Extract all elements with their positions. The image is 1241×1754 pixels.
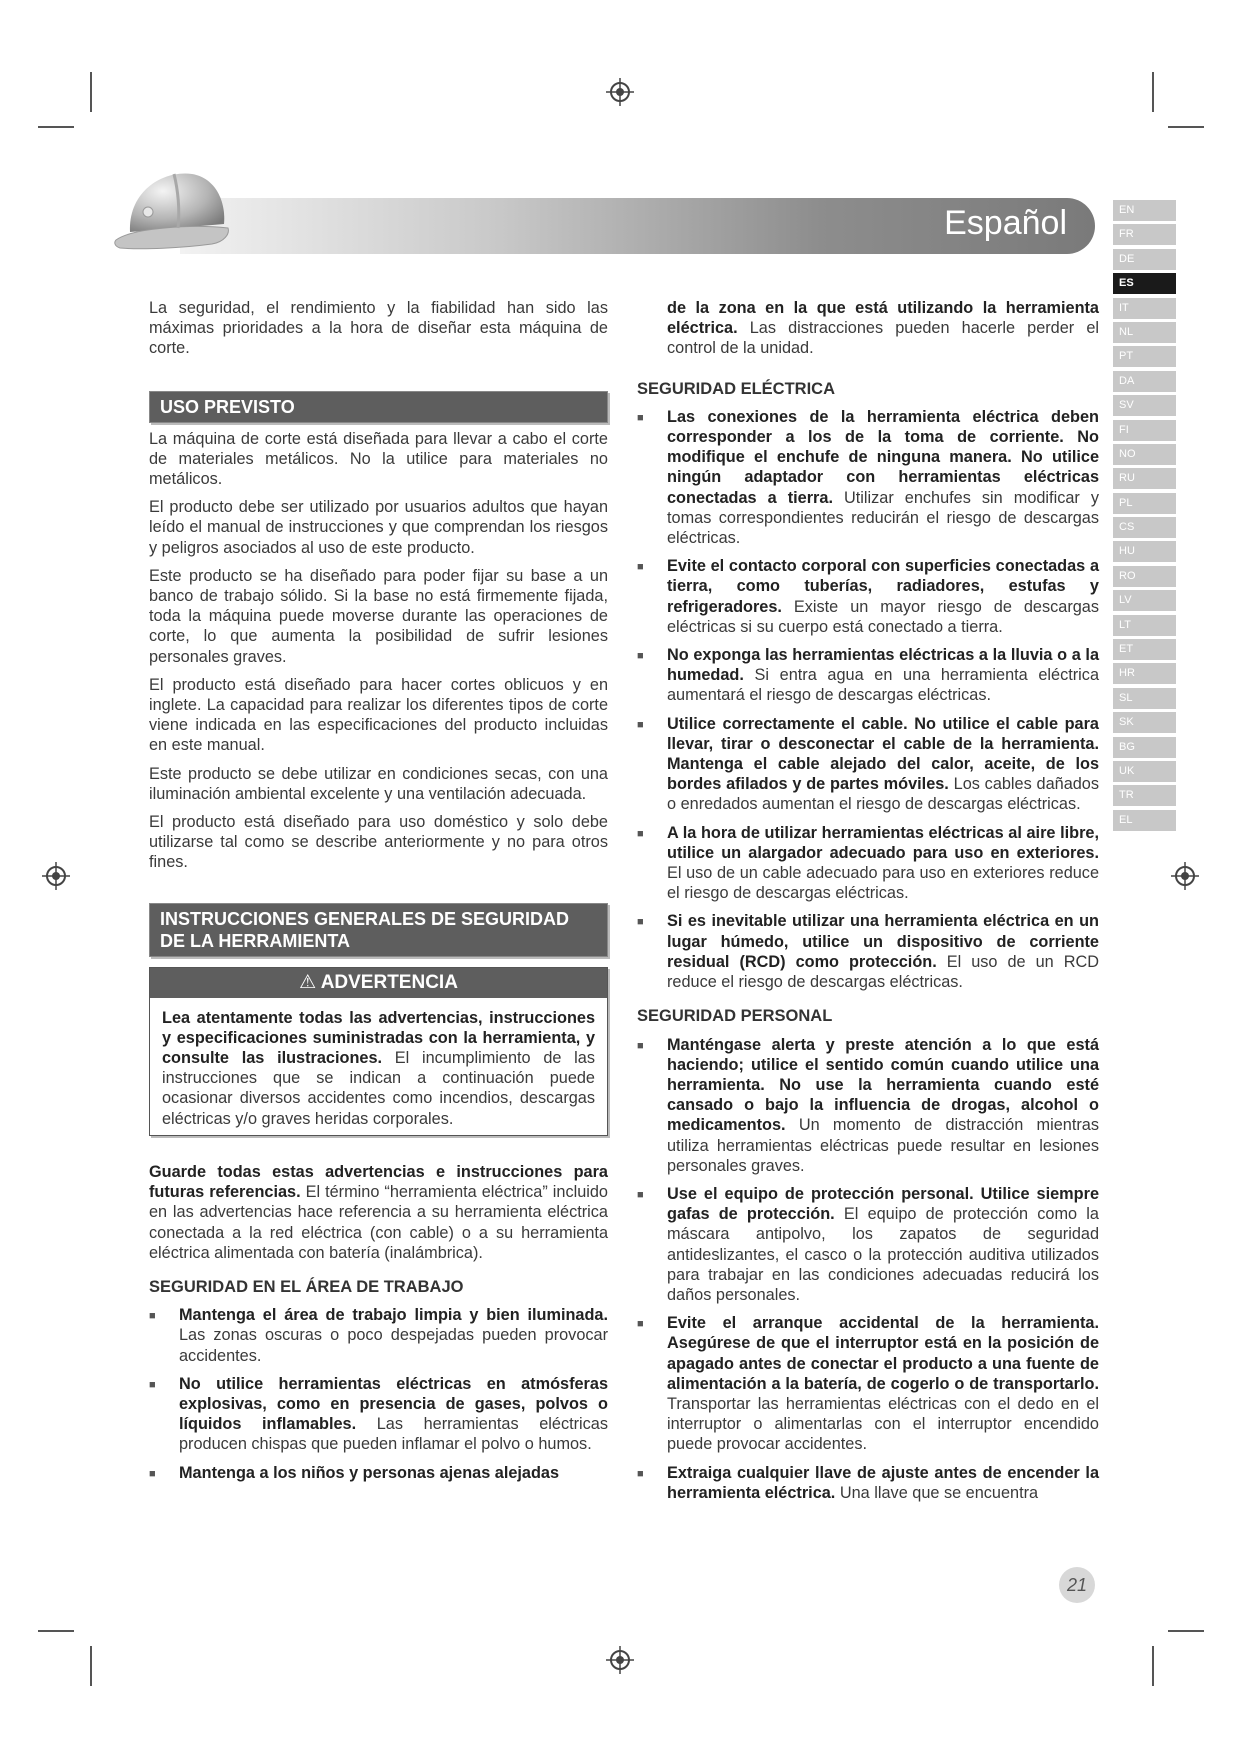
- paragraph: Este producto se ha diseñado para poder fijar su base a un banco de trabajo sólido. Si la base no está firmemente fijada, toda la máquina puede moverse durante las operaciones de corte, lo que aumenta la posibilidad de sufrir lesiones personales graves.: [149, 566, 608, 666]
- warning-box: [149, 967, 608, 1136]
- language-tab-sl[interactable]: SL: [1113, 688, 1176, 709]
- text: El término “herramienta eléctrica” incluido en las advertencias hace referencia a su herramienta eléctrica conectada a la red eléctrica (con cable) o a su herramienta eléctrica alimentada con batería (inalámbrica).: [149, 1183, 608, 1262]
- bullet-list: [149, 1305, 608, 1483]
- paragraph: La máquina de corte está diseñada para llevar a cabo el corte de materiales metálicos. No la utilice para materiales no metálicos.: [149, 429, 608, 489]
- crop-mark: [1152, 1646, 1154, 1686]
- language-tab-cs[interactable]: CS: [1113, 517, 1176, 538]
- section-title-area-trabajo: SEGURIDAD EN EL ÁREA DE TRABAJO: [149, 1277, 464, 1296]
- crop-mark: [1152, 72, 1154, 112]
- list-item: [637, 1184, 1099, 1305]
- crop-mark: [38, 126, 74, 128]
- language-tab-fr[interactable]: FR: [1113, 224, 1176, 245]
- bullet-list: [637, 1035, 1099, 1503]
- text: Un momento de distracción mientras utiliza herramientas eléctricas puede resultar en lesiones personales graves.: [667, 1116, 1099, 1175]
- bold-text: Evite el arranque accidental de la herramienta. Asegúrese de que el interruptor está en la posición de apagado antes de conectar el producto a una fuente de alimentación a la batería, de cogerlo o de transportarlo.: [667, 1314, 1099, 1393]
- bullet-list: [637, 407, 1099, 992]
- bold-text: Evite el contacto corporal con superficies conectadas a tierra, como tuberías, radiadores, estufas y refrigeradores.: [667, 557, 1099, 616]
- bold-text: de la zona en la que está utilizando la herramienta eléctrica.: [667, 299, 1099, 338]
- list-item: [637, 1035, 1099, 1176]
- language-tab-en[interactable]: EN: [1113, 200, 1176, 221]
- warning-header: [150, 968, 607, 998]
- registration-mark-icon: [42, 862, 70, 890]
- text: El uso de un RCD reduce el riesgo de descargas eléctricas.: [667, 952, 1099, 992]
- language-tab-bg[interactable]: BG: [1113, 737, 1176, 758]
- paragraph: El producto está diseñado para uso doméstico y solo debe utilizarse tal como se describe anteriormente y no para otros fines.: [149, 813, 608, 872]
- bold-text: Guarde todas estas advertencias e instrucciones para futuras referencias.: [149, 1162, 608, 1202]
- text: Los cables dañados o enredados aumentan el riesgo de descargas eléctricas.: [667, 775, 1099, 814]
- text: Si entra agua en una herramienta eléctrica aumentará el riesgo de descargas eléctricas.: [667, 666, 1099, 705]
- left-column: [149, 298, 608, 1491]
- bold-text: Use el equipo de protección personal. Utilice siempre gafas de protección.: [667, 1184, 1099, 1224]
- section-title-uso-previsto: USO PREVISTO: [149, 391, 608, 423]
- text: Existe un mayor riesgo de descargas eléctricas si su cuerpo está conectado a tierra.: [667, 597, 1099, 636]
- text: Las herramientas eléctricas producen chispas que pueden inflamar el polvo o humos.: [179, 1415, 608, 1454]
- warning-body: [150, 998, 607, 1135]
- language-tab-es[interactable]: ES: [1113, 273, 1176, 294]
- list-item: [637, 823, 1099, 904]
- text: Las zonas oscuras o poco despejadas pueden provocar accidentes.: [179, 1326, 608, 1365]
- section-title-seguridad-personal: SEGURIDAD PERSONAL: [637, 1007, 833, 1026]
- warning-bold-text: Lea atentamente todas las advertencias, instrucciones y especificaciones suministradas con la herramienta, y consulte las ilustraciones.: [162, 1008, 595, 1068]
- language-tab-tr[interactable]: TR: [1113, 785, 1176, 806]
- right-column: [637, 298, 1099, 1511]
- language-tab-ru[interactable]: RU: [1113, 468, 1176, 489]
- crop-mark: [90, 72, 92, 112]
- language-title: Español: [944, 204, 1067, 242]
- language-banner: [120, 196, 1095, 256]
- language-tab-no[interactable]: NO: [1113, 444, 1176, 465]
- registration-mark-icon: [606, 78, 634, 106]
- list-item: [637, 407, 1099, 548]
- crop-mark: [90, 1646, 92, 1686]
- list-item: [149, 1463, 608, 1483]
- warning-text: El incumplimiento de las instrucciones que se indican a continuación puede ocasionar diversos accidentes como incendios, descargas eléctricas y/o graves heridas corporales.: [162, 1049, 595, 1128]
- intro-paragraph: La seguridad, el rendimiento y la fiabilidad han sido las máximas prioridades a la hora de diseñar esta máquina de corte.: [149, 299, 608, 358]
- bold-text: A la hora de utilizar herramientas eléctricas al aire libre, utilice un alargador adecuado para uso en exteriores.: [667, 823, 1099, 862]
- bold-text: Si es inevitable utilizar una herramienta eléctrica en un lugar húmedo, utilice un dispositivo de corriente residual (RCD) como protección.: [667, 912, 1099, 971]
- crop-mark: [1168, 1630, 1204, 1632]
- text: Una llave que se encuentra: [835, 1483, 1039, 1502]
- warning-title: ADVERTENCIA: [320, 971, 458, 993]
- language-tab-sv[interactable]: SV: [1113, 395, 1176, 416]
- paragraph: El producto está diseñado para hacer cortes oblicuos y en inglete. La capacidad para realizar los diferentes tipos de corte viene indicada en las especificaciones del producto incluidas en este manual.: [149, 675, 608, 755]
- paragraph: Este producto se debe utilizar en condiciones secas, con una iluminación ambiental excelente y una ventilación adecuada.: [149, 764, 608, 803]
- language-tab-lv[interactable]: LV: [1113, 590, 1176, 611]
- list-item: [637, 1313, 1099, 1454]
- list-item: [149, 1374, 608, 1455]
- bold-text: Manténgase alerta y preste atención a lo que está haciendo; utilice el sentido común cuando utilice una herramienta. No use la herramienta cuando esté cansado o bajo la influencia de drogas, alcohol o medicamentos.: [667, 1035, 1099, 1135]
- section-title-instrucciones-generales: INSTRUCCIONES GENERALES DE SEGURIDAD DE LA HERRAMIENTA: [149, 903, 608, 957]
- language-tab-el[interactable]: EL: [1113, 810, 1176, 831]
- list-item: [637, 556, 1099, 637]
- language-tab-nl[interactable]: NL: [1113, 322, 1176, 343]
- text: Transportar las herramientas eléctricas con el dedo en el interruptor o alimentarlas con el interruptor encendido puede provocar accidentes.: [667, 1394, 1099, 1454]
- language-tab-da[interactable]: DA: [1113, 371, 1176, 392]
- language-tabs: [1113, 200, 1176, 834]
- list-item: [637, 911, 1099, 992]
- bold-text: Las conexiones de la herramienta eléctrica deben corresponder a los de la toma de corriente. No modifique el enchufe de ninguna manera. No utilice ningún adaptador con herramientas eléctricas conectadas a tierra.: [667, 407, 1099, 507]
- bold-text: Extraiga cualquier llave de ajuste antes de encender la herramienta eléctrica.: [667, 1463, 1099, 1502]
- continuation-paragraph: [637, 298, 1099, 359]
- registration-mark-icon: [606, 1646, 634, 1674]
- list-item: [149, 1305, 608, 1366]
- bold-text: Utilice correctamente el cable. No utilice el cable para llevar, tirar o desconectar el cable de la herramienta. Mantenga el cable alejado del calor, aceite, de los bordes afilados y de partes móviles.: [667, 714, 1099, 794]
- language-tab-pl[interactable]: PL: [1113, 493, 1176, 514]
- language-tab-it[interactable]: IT: [1113, 298, 1176, 319]
- text: El uso de un cable adecuado para uso en exteriores reduce el riesgo de descargas eléctricas.: [667, 864, 1099, 903]
- section-title-seguridad-electrica: SEGURIDAD ELÉCTRICA: [637, 379, 836, 398]
- text: Utilizar enchufes sin modificar y tomas correspondientes reducirán el riesgo de descargas eléctricas.: [667, 488, 1099, 548]
- language-tab-de[interactable]: DE: [1113, 249, 1176, 270]
- list-item: [637, 1463, 1099, 1503]
- page-number: 21: [1059, 1567, 1095, 1603]
- list-item: [637, 714, 1099, 815]
- bold-text: Mantenga el área de trabajo limpia y bien iluminada.: [179, 1306, 608, 1325]
- registration-mark-icon: [1171, 862, 1199, 890]
- text: Las distracciones pueden hacerle perder el control de la unidad.: [667, 319, 1099, 358]
- helmet-icon: [112, 162, 232, 258]
- bold-text: No utilice herramientas eléctricas en atmósferas explosivas, como en presencia de gases, polvos o líquidos inflamables.: [179, 1374, 608, 1434]
- keep-instructions-paragraph: [149, 1162, 608, 1263]
- bold-text: Mantenga a los niños y personas ajenas alejadas: [179, 1463, 560, 1482]
- language-tab-uk[interactable]: UK: [1113, 761, 1176, 782]
- paragraph: El producto debe ser utilizado por usuarios adultos que hayan leído el manual de instrucciones y que comprendan los riesgos y peligros asociados al uso de este producto.: [149, 498, 608, 557]
- list-item: [637, 645, 1099, 706]
- language-tab-pt[interactable]: PT: [1113, 346, 1176, 367]
- language-tab-et[interactable]: ET: [1113, 639, 1176, 660]
- language-tab-sk[interactable]: SK: [1113, 712, 1176, 733]
- language-tab-fi[interactable]: FI: [1113, 420, 1176, 441]
- language-tab-ro[interactable]: RO: [1113, 566, 1176, 587]
- crop-mark: [1168, 126, 1204, 128]
- language-tab-lt[interactable]: LT: [1113, 615, 1176, 636]
- crop-mark: [38, 1630, 74, 1632]
- language-tab-hr[interactable]: HR: [1113, 663, 1176, 684]
- text: El equipo de protección como la máscara antipolvo, los zapatos de seguridad antideslizantes, el casco o la protección auditiva utilizados para trabajar en las condiciones adecuadas reducirá los daños personales.: [667, 1205, 1099, 1304]
- language-tab-hu[interactable]: HU: [1113, 541, 1176, 562]
- bold-text: No exponga las herramientas eléctricas a la lluvia o a la humedad.: [667, 646, 1099, 685]
- warning-triangle-icon: ⚠: [299, 971, 317, 993]
